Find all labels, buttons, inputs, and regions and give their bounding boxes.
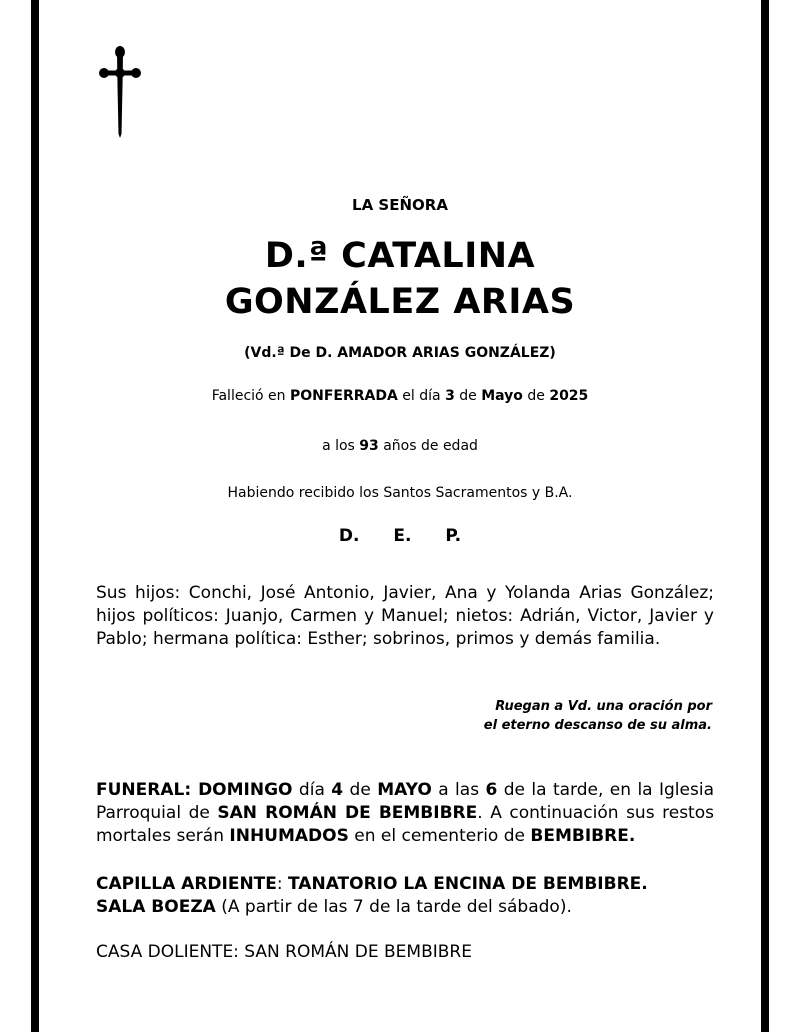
deceased-name-line1: D.ª CATALINA bbox=[264, 236, 536, 276]
prayer-request bbox=[420, 697, 712, 735]
chapel-info bbox=[96, 873, 714, 919]
right-border bbox=[761, 0, 769, 1032]
deceased-name-line2: GONZÁLEZ ARIAS bbox=[224, 282, 576, 322]
age-line: a los 93 años de edad bbox=[322, 438, 478, 454]
chapel-line: CAPILLA ARDIENTE: TANATORIO LA ENCINA DE BEMBIBRE. bbox=[96, 874, 648, 894]
prayer-line1: Ruegan a Vd. una oración por bbox=[495, 699, 712, 714]
family-paragraph: Sus hijos: Conchi, José Antonio, Javier, Ana y Yolanda Arias González; hijos políticos: Juanjo, Carmen y Manuel; nietos: Adrián, Victor, Javier y Pablo; hermana política: Esther; sobrinos, primos y demás familia. bbox=[96, 583, 714, 649]
title-small: LA SEÑORA bbox=[352, 196, 448, 214]
widow-note: (Vd.ª De D. AMADOR ARIAS GONZÁLEZ) bbox=[244, 345, 556, 361]
funeral-paragraph: FUNERAL: DOMINGO día 4 de MAYO a las 6 de la tarde, en la Iglesia Parroquial de SAN ROMÁN DE BEMBIBRE. A continuación sus restos mortales serán INHUMADOS en el cementerio de BEMBIBRE. bbox=[96, 780, 714, 846]
prayer-line2: el eterno descanso de su alma. bbox=[483, 718, 712, 733]
rip-text: D. E. P. bbox=[338, 526, 462, 546]
left-border bbox=[31, 0, 39, 1032]
sacraments-line: Habiendo recibido los Santos Sacramentos y B.A. bbox=[227, 485, 573, 501]
room-line: SALA BOEZA (A partir de las 7 de la tarde del sábado). bbox=[96, 897, 572, 917]
death-line: Falleció en PONFERRADA el día 3 de Mayo de 2025 bbox=[211, 388, 589, 404]
mourning-house: CASA DOLIENTE: SAN ROMÁN DE BEMBIBRE bbox=[96, 942, 472, 962]
cross-icon bbox=[99, 46, 141, 138]
